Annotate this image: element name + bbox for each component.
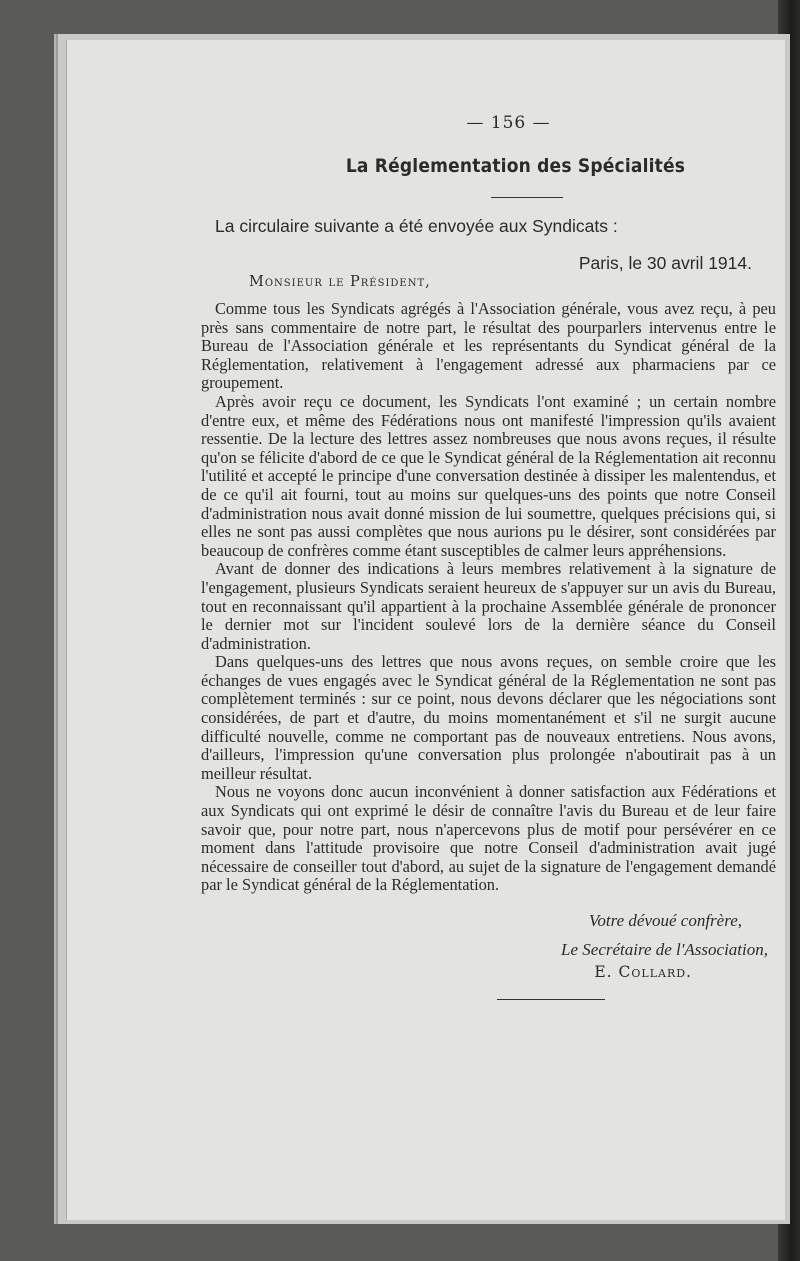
dateline: Paris, le 30 avril 1914. [578, 253, 752, 273]
page-content [201, 113, 776, 1000]
paragraph-2: Après avoir reçu ce document, les Syndicats l'ont examiné ; un certain nombre d'entre eux, et même des Fédérations nous ont manifesté l'impression qu'ils avaient ressentie. De la lecture des lettres assez nombreuses que nous avons reçues, il résulte qu'on se félicite d'abord de ce que le Syndicat général de la Réglementation ait reconnu l'utilité et accepté le principe d'une conversation destinée à dissiper les malentendus, et de ce qu'il ait fourni, tout au moins sur quelques-uns des points que notre Conseil d'administration nous avait donné mission de lui soumettre, quelques précisions qui, si elles ne sont pas aussi complètes que nous aurions pu le désirer, sont considérées par beaucoup de confrères comme étant susceptibles de calmer leurs appréhensions. [201, 391, 776, 560]
closing-formula: Votre dévoué confrère, [588, 911, 742, 930]
title-rule [491, 197, 563, 198]
closing-title: Le Secrétaire de l'Association, [561, 940, 768, 959]
paragraph-4: Dans quelques-uns des lettres que nous avons reçues, on semble croire que les échanges de vues engagés avec le Syndicat général de la Réglementation ne sont pas complètement terminés : sur ce point, nous devons déclarer que les négociations sont considérées, de part et d'autre, du moins momentanément et s'il ne surgit aucune difficulté nouvelle, comme ne comportant pas de nouveaux entretiens. Nous avons, d'ailleurs, l'impression qu'une conversation plus prolongée n'aboutirait pas à un meilleur résultat. [201, 652, 776, 783]
salutation: Monsieur le Président, [249, 274, 431, 290]
document-page [66, 40, 785, 1220]
paragraph-1: Comme tous les Syndicats agrégés à l'Association générale, vous avez reçu, à peu près sans commentaire de notre part, le résultat des pourparlers intervenus entre le Bureau de l'Association générale et les représentants du Syndicat général de la Réglementation, relativement à l'engagement adressé aux pharmaciens par ce groupement. [201, 299, 776, 393]
end-rule [497, 999, 605, 1000]
page-number: — 156 — [466, 113, 551, 133]
page-title: La Réglementation des Spécialités [345, 155, 686, 177]
paragraph-3: Avant de donner des indications à leurs membres relativement à la signature de l'engagement, plusieurs Syndicats seraient heureux de s'appuyer sur un avis du Bureau, tout en reconnaissant qu'il appartient à la prochaine Assemblée générale de prononcer le dernier mot sur l'incident soulevé lors de la dernière séance du Conseil d'administration. [201, 559, 776, 653]
intro-line: La circulaire suivante a été envoyée aux Syndicats : [215, 216, 618, 236]
signature: E. Collard. [594, 963, 692, 981]
paragraph-5: Nous ne voyons donc aucun inconvénient à donner satisfaction aux Fédérations et aux Syndicats qui ont exprimé le désir de connaître l'avis du Bureau et de leur faire savoir que, pour notre part, nous n'apercevons plus de motif pour persévérer en ce moment dans l'attitude provisoire que notre Conseil d'administration avait jugé nécessaire de conseiller tout d'abord, au sujet de la signature de l'engagement demandé par le Syndicat général de la Réglementation. [201, 782, 776, 895]
